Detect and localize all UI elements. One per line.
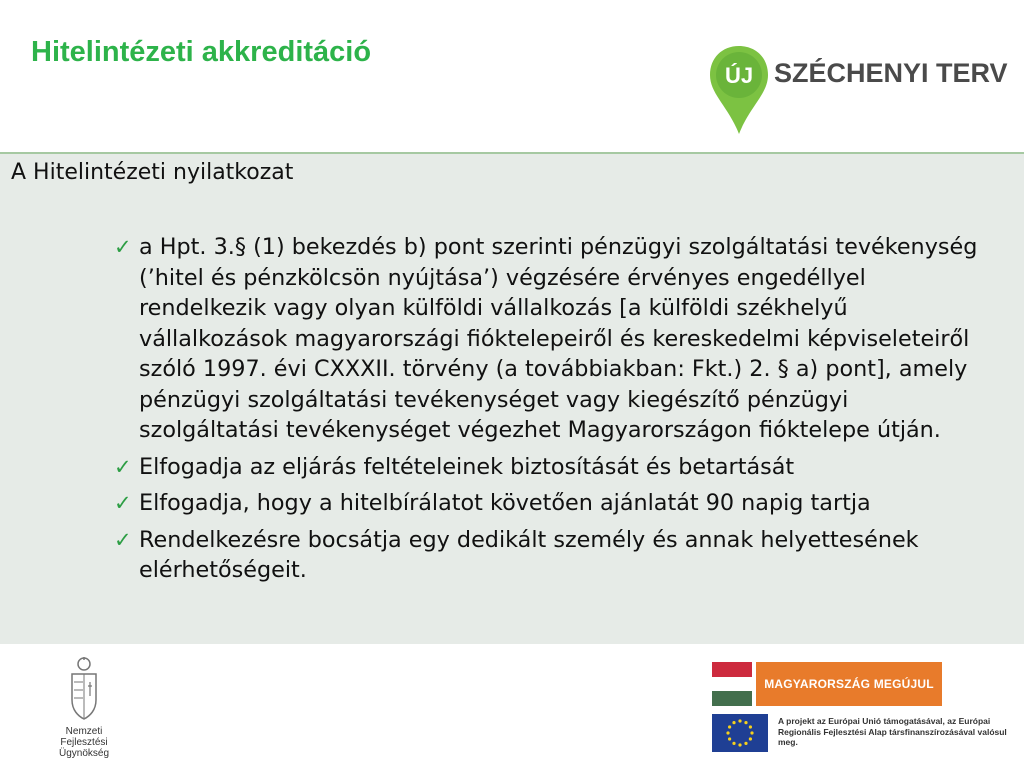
- list-item: [114, 452, 994, 483]
- list-item: [114, 488, 994, 519]
- list-item: [114, 232, 994, 446]
- check-icon: ✓: [114, 454, 132, 479]
- section-subtitle: A Hitelintézeti nyilatkozat: [11, 160, 294, 185]
- list-item: [114, 525, 994, 586]
- eu-funding-notice: A projekt az Európai Unió támogatásával, az Európai Regionális Fejlesztési Alap társfinanszírozásával valósul meg.: [778, 716, 1007, 747]
- list-item-text: Rendelkezésre bocsátja egy dedikált személy és annak helyettesének elérhetőségeit.: [139, 526, 919, 583]
- agency-name-line2: Fejlesztési Ügynökség: [58, 737, 110, 759]
- banner-text: MAGYARORSZÁG MEGÚJUL: [756, 662, 942, 706]
- footer: [0, 644, 1024, 768]
- list-item-text: a Hpt. 3.§ (1) bekezdés b) pont szerinti pénzügyi szolgáltatási tevékenység (’hitel és pénzkölcsön nyújtása’) végzésére érvényes engedéllyel rendelkezik vagy olyan külföldi vállalkozás [a külföldi székhelyű vállalkozások magyarországi fióktelepeiről és kereskedelmi képviseleteiről szóló 1997. évi CXXXII. törvény (a továbbiakban: Fkt.) 2. § a) pont], amely pénzügyi szolgáltatási tevékenységet vagy kiegészítő pénzügyi szolgáltatási tevékenységet végezhet Magyarországon fióktelepe útján.: [139, 234, 978, 443]
- list-item-text: Elfogadja, hogy a hitelbírálatot követően ajánlatát 90 napig tartja: [139, 490, 871, 516]
- agency-name-line1: Nemzeti: [65, 726, 103, 737]
- szechenyi-terv-logo: [708, 44, 1008, 136]
- eu-flag-icon: [712, 714, 768, 752]
- check-icon: ✓: [114, 491, 132, 515]
- hungarian-flag-icon: [712, 662, 752, 706]
- coat-of-arms-icon: [64, 656, 104, 722]
- check-icon: ✓: [114, 235, 132, 259]
- logo-text: SZÉCHENYI TERV: [774, 58, 1008, 88]
- location-pin-icon: [708, 44, 770, 136]
- requirements-list: [114, 232, 994, 592]
- magyarorszag-megujul-logo: [712, 662, 942, 706]
- logo-letters: ÚJ: [724, 63, 754, 88]
- content-panel: [0, 152, 1024, 644]
- check-icon: ✓: [114, 527, 132, 552]
- slide-title: Hitelintézeti akkreditáció: [31, 36, 372, 68]
- agency-logo: [34, 656, 134, 759]
- list-item-text: Elfogadja az eljárás feltételeinek biztosítását és betartását: [139, 453, 795, 480]
